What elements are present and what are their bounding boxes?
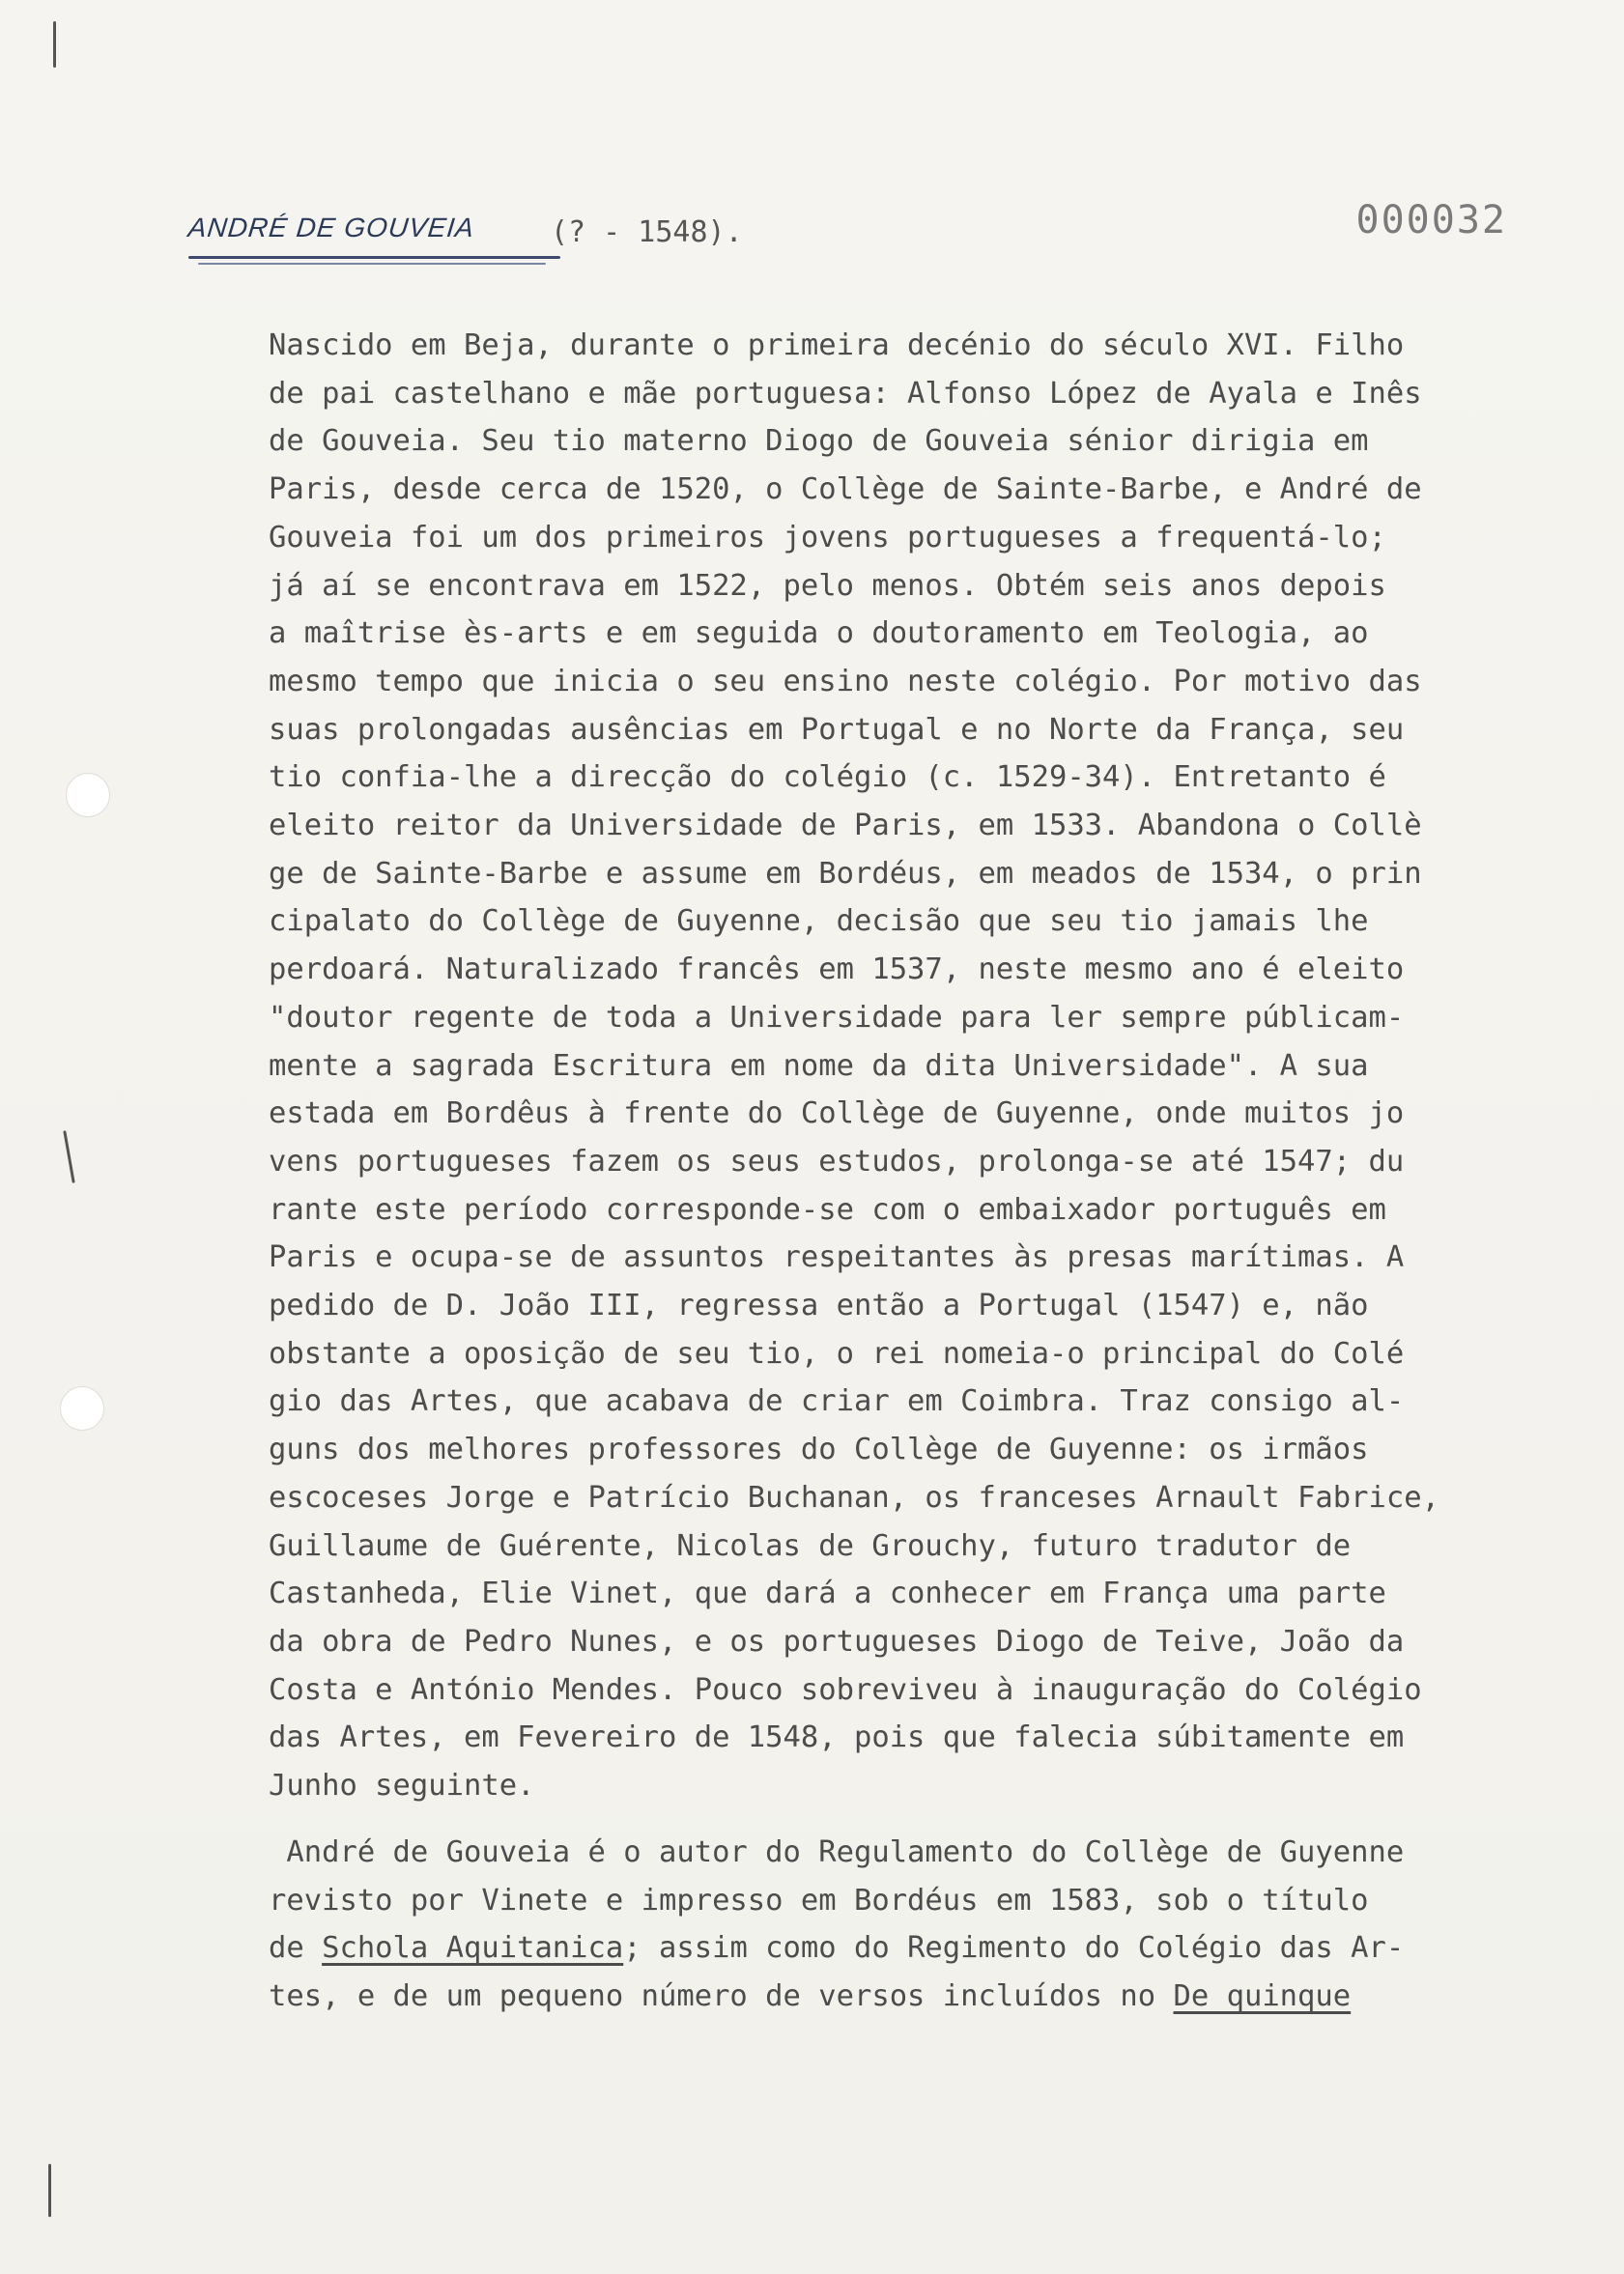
text-line: vens portugueses fazem os seus estudos, prolonga-se até 1547; du bbox=[269, 1144, 1405, 1179]
document-number-stamp: 000032 bbox=[1355, 198, 1507, 242]
handwritten-title: ANDRÉ DE GOUVEIA bbox=[186, 213, 476, 242]
text-line: de Gouveia. Seu tio materno Diogo de Gouveia sénior dirigia em bbox=[269, 424, 1369, 459]
text-line bbox=[269, 1973, 1563, 2021]
underlined-title-de-quinque: De quinque bbox=[1173, 1979, 1352, 2014]
text-line: Paris, desde cerca de 1520, o Collège de Sainte-Barbe, e André de bbox=[269, 472, 1422, 507]
text-segment: de bbox=[269, 1931, 323, 1966]
title-underline bbox=[188, 256, 560, 259]
margin-mark-top bbox=[53, 21, 56, 68]
text-line: rante este período corresponde-se com o embaixador português em bbox=[269, 1192, 1386, 1227]
text-line: a maîtrise ès-arts e em seguida o doutoramento em Teologia, ao bbox=[269, 616, 1369, 651]
title-underline-secondary bbox=[198, 263, 546, 265]
text-line: Castanheda, Elie Vinet, que dará a conhecer em França uma parte bbox=[269, 1577, 1386, 1611]
text-line: obstante a oposição de seu tio, o rei nomeia-o principal do Colé bbox=[269, 1336, 1405, 1371]
text-line: cipalato do Collège de Guyenne, decisão que seu tio jamais lhe bbox=[269, 904, 1369, 939]
margin-mark-middle bbox=[63, 1130, 75, 1183]
paragraph-1 bbox=[269, 322, 1563, 1810]
text-segment: tes, e de um pequeno número de versos incluídos no bbox=[269, 1979, 1174, 2014]
text-line: André de Gouveia é o autor do Regulamento do Collège de Guyenne bbox=[269, 1835, 1405, 1869]
text-line: pedido de D. João III, regressa então a Portugal (1547) e, não bbox=[269, 1289, 1369, 1323]
text-line: eleito reitor da Universidade de Paris, em 1533. Abandona o Collè bbox=[269, 809, 1422, 843]
document-heading bbox=[188, 198, 1522, 266]
punch-hole-upper bbox=[66, 773, 110, 817]
underlined-title-schola-aquitanica: Schola Aquitanica bbox=[322, 1931, 624, 1966]
text-line: perdoará. Naturalizado francês em 1537, neste mesmo ano é eleito bbox=[269, 952, 1405, 987]
text-line: da obra de Pedro Nunes, e os portugueses Diogo de Teive, João da bbox=[269, 1624, 1405, 1659]
text-line: Junho seguinte. bbox=[269, 1769, 535, 1804]
text-line: suas prolongadas ausências em Portugal e no Norte da França, seu bbox=[269, 712, 1405, 747]
typed-title-dates: (? - 1548). bbox=[551, 215, 743, 249]
text-line bbox=[269, 1924, 1563, 1973]
text-line: ge de Sainte-Barbe e assume em Bordéus, em meados de 1534, o prin bbox=[269, 856, 1422, 891]
text-line: gio das Artes, que acabava de criar em Coimbra. Traz consigo al- bbox=[269, 1384, 1405, 1419]
paragraph-2 bbox=[269, 1829, 1563, 2021]
text-line: tio confia-lhe a direcção do colégio (c. 1529-34). Entretanto é bbox=[269, 760, 1386, 795]
punch-hole-lower bbox=[60, 1386, 104, 1431]
text-line: escoceses Jorge e Patrício Buchanan, os franceses Arnault Fabrice, bbox=[269, 1480, 1439, 1515]
text-line: já aí se encontrava em 1522, pelo menos. Obtém seis anos depois bbox=[269, 568, 1386, 603]
text-line: Paris e ocupa-se de assuntos respeitantes às presas marítimas. A bbox=[269, 1240, 1405, 1275]
text-line: Gouveia foi um dos primeiros jovens portugueses a frequentá-lo; bbox=[269, 520, 1386, 554]
text-line: Guillaume de Guérente, Nicolas de Grouchy, futuro tradutor de bbox=[269, 1528, 1352, 1563]
text-line: "doutor regente de toda a Universidade para ler sempre públicam- bbox=[269, 1000, 1405, 1035]
text-line: guns dos melhores professores do Collège de Guyenne: os irmãos bbox=[269, 1433, 1369, 1467]
text-line: Costa e António Mendes. Pouco sobreviveu à inauguração do Colégio bbox=[269, 1672, 1422, 1707]
text-line: mesmo tempo que inicia o seu ensino neste colégio. Por motivo das bbox=[269, 664, 1422, 698]
text-line: Nascido em Beja, durante o primeira decénio do século XVI. Filho bbox=[269, 328, 1405, 362]
text-line: estada em Bordêus à frente do Collège de Guyenne, onde muitos jo bbox=[269, 1096, 1405, 1131]
text-line: das Artes, em Fevereiro de 1548, pois que falecia súbitamente em bbox=[269, 1720, 1405, 1755]
margin-mark-bottom bbox=[48, 2164, 51, 2217]
text-segment: ; assim como do Regimento do Colégio das Ar- bbox=[623, 1931, 1405, 1966]
text-line: mente a sagrada Escritura em nome da dita Universidade". A sua bbox=[269, 1048, 1369, 1083]
text-line: de pai castelhano e mãe portuguesa: Alfonso López de Ayala e Inês bbox=[269, 376, 1422, 411]
text-line: revisto por Vinete e impresso em Bordéus em 1583, sob o título bbox=[269, 1883, 1369, 1918]
